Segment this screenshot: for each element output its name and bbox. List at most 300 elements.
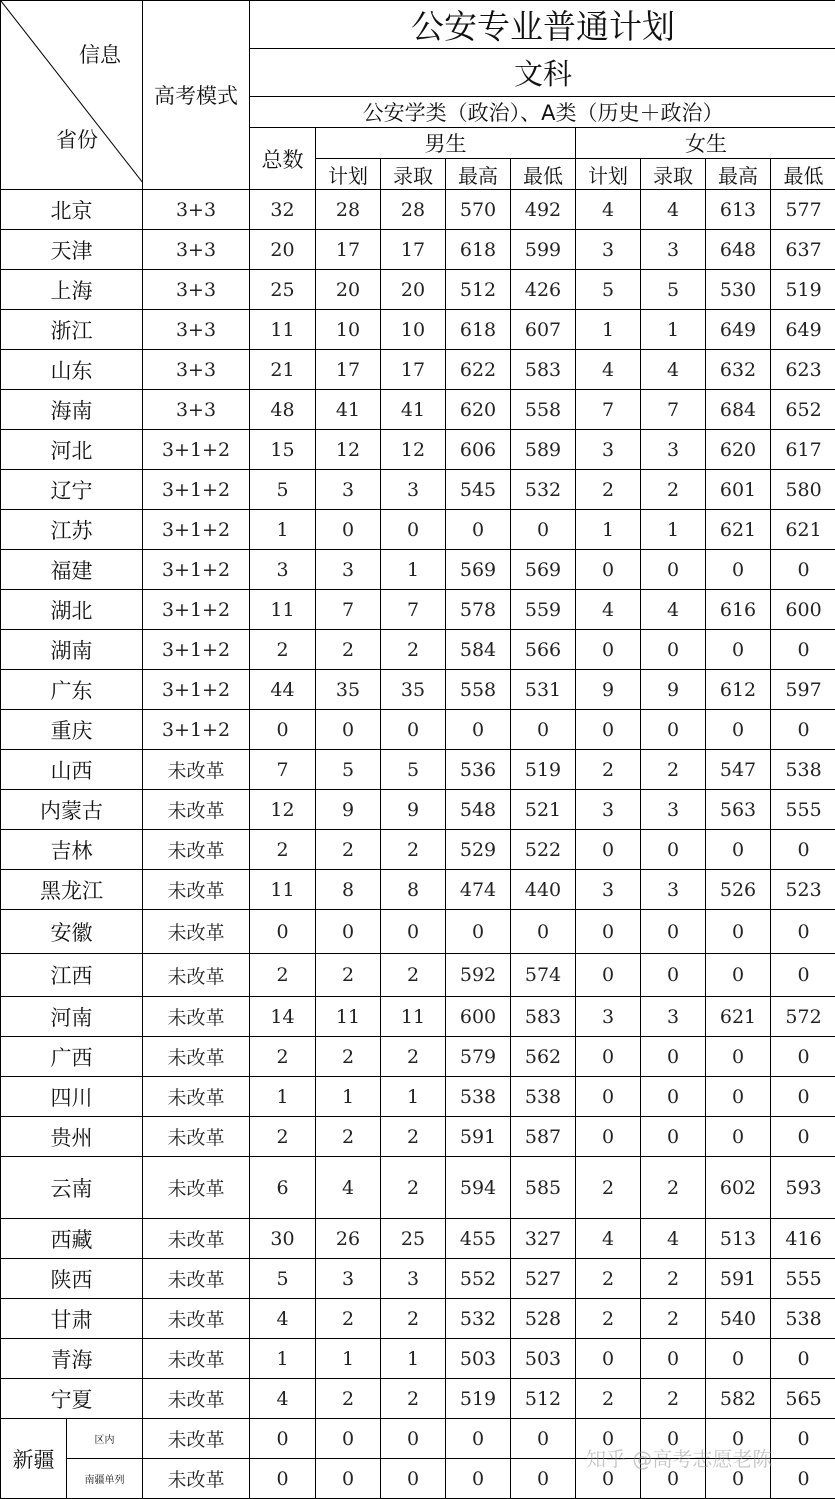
female-highest-cell: 0 — [706, 710, 771, 750]
male-plan-cell: 10 — [316, 310, 381, 350]
total-cell: 5 — [250, 470, 316, 510]
total-cell: 2 — [250, 1037, 316, 1077]
female-highest-cell: 547 — [706, 750, 771, 790]
female-admitted-cell: 0 — [641, 830, 706, 870]
total-cell: 7 — [250, 750, 316, 790]
male-plan-cell: 0 — [316, 510, 381, 550]
female-highest-cell: 0 — [706, 630, 771, 670]
female-plan-cell: 9 — [576, 670, 641, 710]
male-admitted-cell: 3 — [381, 1259, 446, 1299]
male-lowest-cell: 528 — [511, 1299, 576, 1339]
male-lowest-cell: 0 — [511, 1459, 576, 1499]
province-cell: 甘肃 — [1, 1299, 143, 1339]
mode-cell: 未改革 — [143, 1117, 250, 1157]
mode-cell: 3+1+2 — [143, 630, 250, 670]
male-highest-cell: 519 — [446, 1379, 511, 1419]
male-highest-cell: 512 — [446, 270, 511, 310]
male-lowest-cell: 583 — [511, 350, 576, 390]
female-plan-cell: 0 — [576, 1117, 641, 1157]
mode-cell: 未改革 — [143, 1339, 250, 1379]
male-highest-cell: 606 — [446, 430, 511, 470]
male-highest-cell: 591 — [446, 1117, 511, 1157]
female-lowest-cell: 555 — [771, 790, 835, 830]
male-highest-cell: 558 — [446, 670, 511, 710]
male-highest-cell: 529 — [446, 830, 511, 870]
female-plan-cell: 2 — [576, 750, 641, 790]
male-admitted-cell: 2 — [381, 630, 446, 670]
table-row — [1, 710, 835, 750]
male-plan-cell: 5 — [316, 750, 381, 790]
mode-cell: 3+1+2 — [143, 710, 250, 750]
female-lowest-cell: 577 — [771, 190, 835, 230]
mode-cell: 未改革 — [143, 1077, 250, 1117]
male-highest-cell: 618 — [446, 230, 511, 270]
male-plan-cell: 3 — [316, 550, 381, 590]
female-highest-cell: 0 — [706, 1459, 771, 1499]
table-row — [1, 1459, 835, 1499]
female-plan-cell: 2 — [576, 1299, 641, 1339]
male-lowest-cell: 440 — [511, 870, 576, 910]
table-row — [1, 1037, 835, 1077]
mode-cell: 未改革 — [143, 1459, 250, 1499]
male-plan-cell: 3 — [316, 1259, 381, 1299]
female-admitted-cell: 5 — [641, 270, 706, 310]
male-highest-cell: 584 — [446, 630, 511, 670]
table-subtitle: 文科 — [250, 49, 835, 97]
total-cell: 48 — [250, 390, 316, 430]
province-cell: 山东 — [1, 350, 143, 390]
total-cell: 2 — [250, 830, 316, 870]
male-highest-cell: 569 — [446, 550, 511, 590]
female-lowest-cell: 0 — [771, 830, 835, 870]
female-admitted-cell: 2 — [641, 750, 706, 790]
female-plan-cell: 2 — [576, 1157, 641, 1219]
female-admitted-cell: 4 — [641, 590, 706, 630]
table-row — [1, 510, 835, 550]
male-admitted-cell: 2 — [381, 1037, 446, 1077]
female-plan-cell: 7 — [576, 390, 641, 430]
table-row — [1, 350, 835, 390]
total-cell: 25 — [250, 270, 316, 310]
male-highest-cell: 579 — [446, 1037, 511, 1077]
female-lowest-cell: 555 — [771, 1259, 835, 1299]
mode-cell: 3+3 — [143, 350, 250, 390]
province-cell: 吉林 — [1, 830, 143, 870]
male-highest-cell: 570 — [446, 190, 511, 230]
male-plan-cell: 4 — [316, 1157, 381, 1219]
male-lowest-cell: 492 — [511, 190, 576, 230]
male-plan-cell: 28 — [316, 190, 381, 230]
female-lowest-cell: 0 — [771, 1339, 835, 1379]
female-plan-cell: 4 — [576, 190, 641, 230]
male-admitted-cell: 7 — [381, 590, 446, 630]
male-highest-cell: 578 — [446, 590, 511, 630]
mode-cell: 3+1+2 — [143, 550, 250, 590]
total-cell: 2 — [250, 954, 316, 997]
female-lowest-cell: 538 — [771, 1299, 835, 1339]
total-cell: 11 — [250, 870, 316, 910]
female-highest-cell: 620 — [706, 430, 771, 470]
female-highest-cell: 612 — [706, 670, 771, 710]
male-admitted-cell: 0 — [381, 510, 446, 550]
female-highest-cell: 513 — [706, 1219, 771, 1259]
male-admitted-cell: 5 — [381, 750, 446, 790]
female-plan-cell: 5 — [576, 270, 641, 310]
total-cell: 0 — [250, 1419, 316, 1459]
female-admitted-cell: 0 — [641, 1419, 706, 1459]
female-admitted-cell: 2 — [641, 1259, 706, 1299]
female-plan-cell: 4 — [576, 590, 641, 630]
female-highest-cell: 0 — [706, 1037, 771, 1077]
male-lowest-cell: 521 — [511, 790, 576, 830]
mode-cell: 3+1+2 — [143, 590, 250, 630]
male-plan-cell: 0 — [316, 1419, 381, 1459]
male-admitted-cell: 0 — [381, 710, 446, 750]
male-highest-cell: 0 — [446, 910, 511, 954]
male-plan-cell: 12 — [316, 430, 381, 470]
total-cell: 5 — [250, 1259, 316, 1299]
male-plan-cell: 2 — [316, 1379, 381, 1419]
table-row — [1, 430, 835, 470]
female-plan-header: 计划 — [576, 159, 641, 190]
male-admitted-cell: 41 — [381, 390, 446, 430]
corner-header-cell — [1, 1, 143, 190]
male-lowest-cell: 538 — [511, 1077, 576, 1117]
table-row — [1, 830, 835, 870]
sub-region-cell: 区内 — [67, 1419, 143, 1459]
table-row — [1, 230, 835, 270]
female-highest-cell: 0 — [706, 910, 771, 954]
mode-cell: 未改革 — [143, 910, 250, 954]
male-lowest-cell: 532 — [511, 470, 576, 510]
male-plan-cell: 0 — [316, 910, 381, 954]
total-cell: 12 — [250, 790, 316, 830]
table-row — [1, 310, 835, 350]
male-highest-cell: 620 — [446, 390, 511, 430]
province-cell: 安徽 — [1, 910, 143, 954]
total-cell: 44 — [250, 670, 316, 710]
female-lowest-cell: 0 — [771, 1117, 835, 1157]
male-lowest-cell: 566 — [511, 630, 576, 670]
male-admitted-cell: 0 — [381, 1459, 446, 1499]
mode-cell: 3+1+2 — [143, 510, 250, 550]
mode-cell: 未改革 — [143, 954, 250, 997]
table-row — [1, 910, 835, 954]
total-cell: 20 — [250, 230, 316, 270]
female-admitted-cell: 0 — [641, 910, 706, 954]
male-admitted-cell: 28 — [381, 190, 446, 230]
female-lowest-cell: 593 — [771, 1157, 835, 1219]
province-cell: 黑龙江 — [1, 870, 143, 910]
male-group-header: 男生 — [316, 128, 576, 159]
mode-cell: 3+1+2 — [143, 430, 250, 470]
mode-cell: 未改革 — [143, 1379, 250, 1419]
male-highest-cell: 622 — [446, 350, 511, 390]
table-row — [1, 190, 835, 230]
mode-cell: 未改革 — [143, 1299, 250, 1339]
table-row — [1, 1339, 835, 1379]
male-plan-cell: 8 — [316, 870, 381, 910]
male-plan-cell: 3 — [316, 470, 381, 510]
male-highest-cell: 600 — [446, 997, 511, 1037]
female-admitted-cell: 2 — [641, 1157, 706, 1219]
female-lowest-cell: 652 — [771, 390, 835, 430]
male-plan-cell: 26 — [316, 1219, 381, 1259]
female-highest-cell: 613 — [706, 190, 771, 230]
watermark: 知乎 @高考志愿老陈 — [586, 1443, 772, 1472]
female-plan-cell: 4 — [576, 350, 641, 390]
female-lowest-cell: 0 — [771, 1037, 835, 1077]
female-highest-cell: 601 — [706, 470, 771, 510]
female-plan-cell: 0 — [576, 1077, 641, 1117]
mode-cell: 3+3 — [143, 310, 250, 350]
male-admitted-cell: 2 — [381, 830, 446, 870]
female-admitted-cell: 1 — [641, 510, 706, 550]
female-lowest-cell: 416 — [771, 1219, 835, 1259]
male-lowest-cell: 562 — [511, 1037, 576, 1077]
male-plan-cell: 0 — [316, 710, 381, 750]
female-plan-cell: 3 — [576, 230, 641, 270]
mode-column-header: 高考模式 — [143, 1, 250, 190]
male-plan-cell: 2 — [316, 954, 381, 997]
table-row — [1, 954, 835, 997]
province-cell: 宁夏 — [1, 1379, 143, 1419]
mode-cell: 未改革 — [143, 790, 250, 830]
female-highest-header: 最高 — [706, 159, 771, 190]
province-cell: 陕西 — [1, 1259, 143, 1299]
total-cell: 4 — [250, 1379, 316, 1419]
total-cell: 11 — [250, 590, 316, 630]
total-cell: 1 — [250, 1077, 316, 1117]
male-plan-cell: 1 — [316, 1077, 381, 1117]
female-plan-cell: 2 — [576, 470, 641, 510]
female-admitted-cell: 0 — [641, 630, 706, 670]
male-admitted-cell: 25 — [381, 1219, 446, 1259]
female-lowest-cell: 597 — [771, 670, 835, 710]
mode-cell: 未改革 — [143, 997, 250, 1037]
female-admitted-cell: 0 — [641, 710, 706, 750]
province-cell: 河南 — [1, 997, 143, 1037]
female-plan-cell: 3 — [576, 997, 641, 1037]
female-lowest-cell: 0 — [771, 910, 835, 954]
male-lowest-cell: 503 — [511, 1339, 576, 1379]
male-lowest-cell: 0 — [511, 1419, 576, 1459]
male-plan-cell: 2 — [316, 1117, 381, 1157]
province-cell: 北京 — [1, 190, 143, 230]
table-row — [1, 1379, 835, 1419]
province-cell: 广东 — [1, 670, 143, 710]
province-cell: 重庆 — [1, 710, 143, 750]
male-plan-header: 计划 — [316, 159, 381, 190]
table-row — [1, 750, 835, 790]
female-admitted-cell: 0 — [641, 1077, 706, 1117]
table-row — [1, 550, 835, 590]
total-column-header: 总数 — [250, 128, 316, 190]
female-lowest-cell: 600 — [771, 590, 835, 630]
male-admitted-cell: 10 — [381, 310, 446, 350]
male-admitted-cell: 9 — [381, 790, 446, 830]
female-group-header: 女生 — [576, 128, 835, 159]
female-lowest-cell: 0 — [771, 630, 835, 670]
province-cell: 江西 — [1, 954, 143, 997]
mode-cell: 3+3 — [143, 390, 250, 430]
male-lowest-cell: 0 — [511, 710, 576, 750]
table-row — [1, 630, 835, 670]
table-row — [1, 1259, 835, 1299]
table-row — [1, 1219, 835, 1259]
female-admitted-cell: 7 — [641, 390, 706, 430]
female-highest-cell: 582 — [706, 1379, 771, 1419]
subject-requirement: 公安学类（政治）、A类（历史＋政治） — [250, 97, 835, 128]
corner-province-label: 省份 — [56, 124, 98, 154]
male-lowest-cell: 0 — [511, 510, 576, 550]
female-highest-cell: 684 — [706, 390, 771, 430]
province-cell: 海南 — [1, 390, 143, 430]
female-plan-cell: 2 — [576, 1379, 641, 1419]
total-cell: 6 — [250, 1157, 316, 1219]
male-lowest-cell: 559 — [511, 590, 576, 630]
female-highest-cell: 540 — [706, 1299, 771, 1339]
mode-cell: 3+3 — [143, 230, 250, 270]
male-lowest-header: 最低 — [511, 159, 576, 190]
male-plan-cell: 9 — [316, 790, 381, 830]
table-row — [1, 1299, 835, 1339]
table-row — [1, 590, 835, 630]
female-plan-cell: 3 — [576, 430, 641, 470]
female-lowest-cell: 0 — [771, 1459, 835, 1499]
female-admitted-cell: 3 — [641, 430, 706, 470]
male-highest-cell: 0 — [446, 1419, 511, 1459]
female-admitted-cell: 0 — [641, 1459, 706, 1499]
male-admitted-cell: 1 — [381, 550, 446, 590]
total-cell: 21 — [250, 350, 316, 390]
province-cell: 浙江 — [1, 310, 143, 350]
male-highest-cell: 474 — [446, 870, 511, 910]
female-lowest-cell: 0 — [771, 710, 835, 750]
mode-cell: 3+3 — [143, 270, 250, 310]
province-cell: 青海 — [1, 1339, 143, 1379]
female-admitted-header: 录取 — [641, 159, 706, 190]
male-lowest-cell: 519 — [511, 750, 576, 790]
table-row — [1, 270, 835, 310]
total-cell: 14 — [250, 997, 316, 1037]
total-cell: 0 — [250, 910, 316, 954]
female-admitted-cell: 9 — [641, 670, 706, 710]
male-admitted-cell: 3 — [381, 470, 446, 510]
female-plan-cell: 0 — [576, 1419, 641, 1459]
female-admitted-cell: 2 — [641, 470, 706, 510]
total-cell: 1 — [250, 1339, 316, 1379]
male-plan-cell: 7 — [316, 590, 381, 630]
total-cell: 2 — [250, 1117, 316, 1157]
male-plan-cell: 41 — [316, 390, 381, 430]
province-cell: 贵州 — [1, 1117, 143, 1157]
female-lowest-cell: 565 — [771, 1379, 835, 1419]
male-plan-cell: 1 — [316, 1339, 381, 1379]
male-highest-cell: 0 — [446, 1459, 511, 1499]
province-cell: 辽宁 — [1, 470, 143, 510]
male-lowest-cell: 585 — [511, 1157, 576, 1219]
table-row — [1, 1157, 835, 1219]
male-highest-cell: 0 — [446, 710, 511, 750]
mode-cell: 未改革 — [143, 1419, 250, 1459]
province-cell: 河北 — [1, 430, 143, 470]
province-cell: 新疆 — [1, 1419, 67, 1499]
male-lowest-cell: 583 — [511, 997, 576, 1037]
female-highest-cell: 649 — [706, 310, 771, 350]
male-plan-cell: 35 — [316, 670, 381, 710]
province-cell: 上海 — [1, 270, 143, 310]
female-lowest-cell: 523 — [771, 870, 835, 910]
female-plan-cell: 3 — [576, 870, 641, 910]
mode-cell: 3+3 — [143, 190, 250, 230]
province-cell: 天津 — [1, 230, 143, 270]
female-highest-cell: 530 — [706, 270, 771, 310]
female-lowest-cell: 519 — [771, 270, 835, 310]
male-admitted-cell: 0 — [381, 910, 446, 954]
table-row — [1, 390, 835, 430]
female-highest-cell: 621 — [706, 510, 771, 550]
female-lowest-cell: 0 — [771, 954, 835, 997]
female-lowest-cell: 0 — [771, 550, 835, 590]
male-admitted-cell: 17 — [381, 350, 446, 390]
female-lowest-cell: 617 — [771, 430, 835, 470]
province-cell: 湖南 — [1, 630, 143, 670]
male-highest-cell: 536 — [446, 750, 511, 790]
male-plan-cell: 17 — [316, 350, 381, 390]
male-admitted-header: 录取 — [381, 159, 446, 190]
mode-cell: 未改革 — [143, 1259, 250, 1299]
table-row — [1, 997, 835, 1037]
mode-cell: 未改革 — [143, 1157, 250, 1219]
province-cell: 福建 — [1, 550, 143, 590]
male-lowest-cell: 607 — [511, 310, 576, 350]
female-highest-cell: 0 — [706, 954, 771, 997]
female-plan-cell: 1 — [576, 510, 641, 550]
female-lowest-cell: 623 — [771, 350, 835, 390]
female-lowest-header: 最低 — [771, 159, 835, 190]
female-lowest-cell: 0 — [771, 1077, 835, 1117]
female-plan-cell: 0 — [576, 1459, 641, 1499]
male-admitted-cell: 20 — [381, 270, 446, 310]
table-row — [1, 1077, 835, 1117]
male-admitted-cell: 35 — [381, 670, 446, 710]
male-highest-cell: 618 — [446, 310, 511, 350]
male-highest-header: 最高 — [446, 159, 511, 190]
male-highest-cell: 594 — [446, 1157, 511, 1219]
male-admitted-cell: 0 — [381, 1419, 446, 1459]
male-lowest-cell: 522 — [511, 830, 576, 870]
male-plan-cell: 11 — [316, 997, 381, 1037]
female-admitted-cell: 0 — [641, 1339, 706, 1379]
male-admitted-cell: 2 — [381, 1299, 446, 1339]
male-highest-cell: 455 — [446, 1219, 511, 1259]
female-admitted-cell: 4 — [641, 1219, 706, 1259]
male-lowest-cell: 558 — [511, 390, 576, 430]
province-cell: 湖北 — [1, 590, 143, 630]
mode-cell: 3+1+2 — [143, 670, 250, 710]
table-row — [1, 670, 835, 710]
male-highest-cell: 592 — [446, 954, 511, 997]
mode-cell: 未改革 — [143, 870, 250, 910]
male-lowest-cell: 426 — [511, 270, 576, 310]
table-title: 公安专业普通计划 — [250, 1, 835, 49]
corner-diagonal-line — [1, 1, 143, 183]
male-highest-cell: 552 — [446, 1259, 511, 1299]
male-lowest-cell: 574 — [511, 954, 576, 997]
table-row — [1, 790, 835, 830]
male-lowest-cell: 599 — [511, 230, 576, 270]
